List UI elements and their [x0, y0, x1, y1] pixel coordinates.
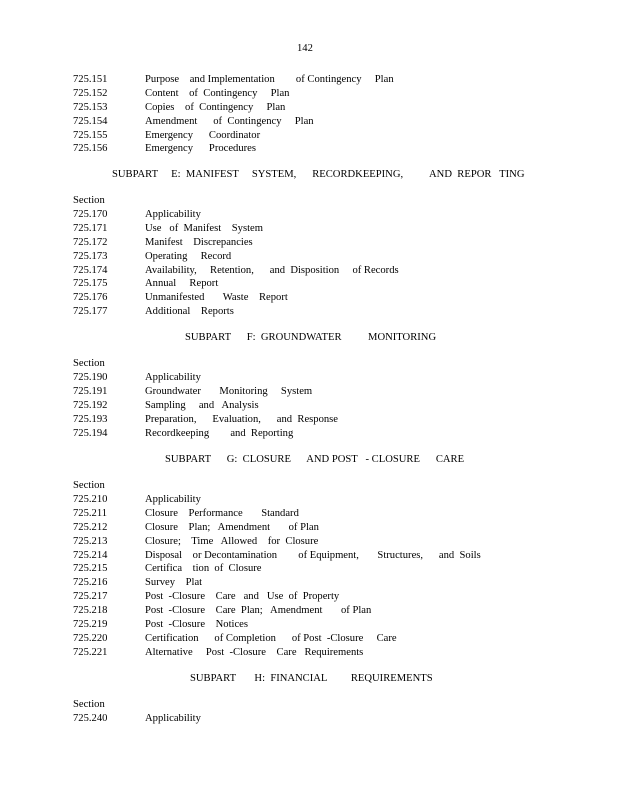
section-number: 725.174	[73, 264, 108, 276]
section-title: Closure Plan; Amendment of Plan	[145, 521, 319, 533]
section-number: 725.193	[73, 413, 108, 425]
contents-group-subpart-g	[73, 493, 593, 660]
section-title: Annual Report	[145, 278, 219, 290]
section-number: 725.177	[73, 306, 108, 318]
section-label: Section	[73, 358, 105, 369]
section-number: 725.216	[73, 577, 108, 589]
contents-row	[73, 236, 593, 250]
section-title: Applicability	[145, 713, 201, 724]
section-title: Post -Closure Care and Use of Property	[145, 591, 340, 603]
section-number: 725.213	[73, 535, 108, 547]
section-title: Additional Reports	[145, 306, 234, 318]
section-number: 725.215	[73, 563, 108, 575]
section-title: Purpose and Implementation of Contingency Plan	[145, 74, 394, 85]
contents-row	[73, 549, 593, 563]
section-number: 725.191	[73, 385, 108, 397]
contents-row	[73, 632, 593, 646]
section-number: 725.219	[73, 619, 108, 631]
section-title: Recordkeeping and Reporting	[145, 427, 294, 439]
section-title: Post -Closure Notices	[145, 619, 248, 631]
section-title: Copies of Contingency Plan	[145, 101, 286, 113]
page-number: 142	[297, 43, 313, 54]
section-number: 725.221	[73, 646, 108, 658]
contents-row	[73, 618, 593, 632]
section-title: Amendment of Contingency Plan	[145, 115, 314, 127]
section-label: Section	[73, 480, 105, 491]
section-number: 725.170	[73, 209, 108, 220]
contents-row	[73, 646, 593, 660]
subpart-g-heading: SUBPART G: CLOSURE AND POST - CLOSURE CARE	[165, 454, 465, 465]
section-number: 725.152	[73, 87, 108, 99]
section-number: 725.190	[73, 372, 108, 383]
section-number: 725.155	[73, 129, 108, 141]
contents-row	[73, 305, 593, 319]
contents-row	[73, 73, 593, 87]
section-number: 725.173	[73, 250, 108, 262]
contents-group-subpart-f	[73, 371, 593, 440]
contents-row	[73, 277, 593, 291]
contents-row	[73, 413, 593, 427]
section-title: Operating Record	[145, 250, 232, 262]
section-title: Certification of Completion of Post -Closure Care	[145, 632, 397, 644]
section-number: 725.214	[73, 549, 108, 561]
contents-row	[73, 142, 593, 156]
contents-row	[73, 712, 593, 726]
contents-row	[73, 604, 593, 618]
contents-row	[73, 371, 593, 385]
contents-row	[73, 427, 593, 441]
contents-row	[73, 535, 593, 549]
section-label: Section	[73, 195, 105, 206]
section-number: 725.171	[73, 222, 108, 234]
contents-row	[73, 291, 593, 305]
contents-row	[73, 222, 593, 236]
contents-row	[73, 264, 593, 278]
section-number: 725.175	[73, 278, 108, 290]
contents-row	[73, 399, 593, 413]
contents-row	[73, 576, 593, 590]
section-title: Manifest Discrepancies	[145, 236, 253, 248]
section-number: 725.210	[73, 494, 108, 505]
contents-row	[73, 562, 593, 576]
section-title: Availability, Retention, and Disposition of Records	[145, 264, 399, 276]
contents-row	[73, 115, 593, 129]
section-title: Disposal or Decontamination of Equipment, Structures, and Soils	[145, 549, 481, 561]
section-number: 725.212	[73, 521, 108, 533]
section-title: Closure; Time Allowed for Closure	[145, 535, 319, 547]
section-number: 725.194	[73, 427, 108, 439]
section-number: 725.154	[73, 115, 108, 127]
contents-row	[73, 87, 593, 101]
section-number: 725.218	[73, 605, 108, 617]
section-title: Content of Contingency Plan	[145, 87, 290, 99]
contents-row	[73, 250, 593, 264]
section-number: 725.172	[73, 236, 108, 248]
section-title: Sampling and Analysis	[145, 399, 259, 411]
section-number: 725.192	[73, 399, 108, 411]
section-number: 725.240	[73, 713, 108, 724]
contents-group-subpart-h	[73, 712, 593, 726]
section-title: Emergency Coordinator	[145, 129, 261, 141]
section-number: 725.153	[73, 101, 108, 113]
section-title: Applicability	[145, 209, 201, 220]
contents-row	[73, 208, 593, 222]
section-number: 725.220	[73, 632, 108, 644]
contents-row	[73, 493, 593, 507]
section-title: Survey Plat	[145, 577, 203, 589]
contents-row	[73, 507, 593, 521]
section-title: Emergency Procedures	[145, 143, 257, 155]
subpart-f-heading: SUBPART F: GROUNDWATER MONITORING	[185, 332, 437, 343]
section-title: Closure Performance Standard	[145, 507, 299, 519]
contents-group-subpart-e	[73, 208, 593, 319]
section-number: 725.151	[73, 74, 108, 85]
section-number: 725.156	[73, 143, 108, 155]
section-title: Applicability	[145, 372, 201, 383]
section-title: Groundwater Monitoring System	[145, 385, 313, 397]
contents-group-subpart-d	[73, 73, 593, 156]
section-title: Use of Manifest System	[145, 222, 263, 234]
contents-row	[73, 101, 593, 115]
section-title: Alternative Post -Closure Care Requirements	[145, 646, 364, 658]
section-title: Unmanifested Waste Report	[145, 292, 288, 304]
section-label: Section	[73, 699, 105, 710]
section-title: Certifica tion of Closure	[145, 563, 262, 575]
contents-row	[73, 385, 593, 399]
section-title: Preparation, Evaluation, and Response	[145, 413, 338, 425]
section-title: Post -Closure Care Plan; Amendment of Plan	[145, 605, 372, 617]
subpart-e-heading: SUBPART E: MANIFEST SYSTEM, RECORDKEEPING, AND REPOR TING	[112, 169, 525, 180]
section-number: 725.211	[73, 507, 108, 519]
section-title: Applicability	[145, 494, 201, 505]
section-number: 725.217	[73, 591, 108, 603]
subpart-h-heading: SUBPART H: FINANCIAL REQUIREMENTS	[190, 673, 433, 684]
contents-row	[73, 521, 593, 535]
contents-row	[73, 129, 593, 143]
contents-row	[73, 590, 593, 604]
section-number: 725.176	[73, 292, 108, 304]
